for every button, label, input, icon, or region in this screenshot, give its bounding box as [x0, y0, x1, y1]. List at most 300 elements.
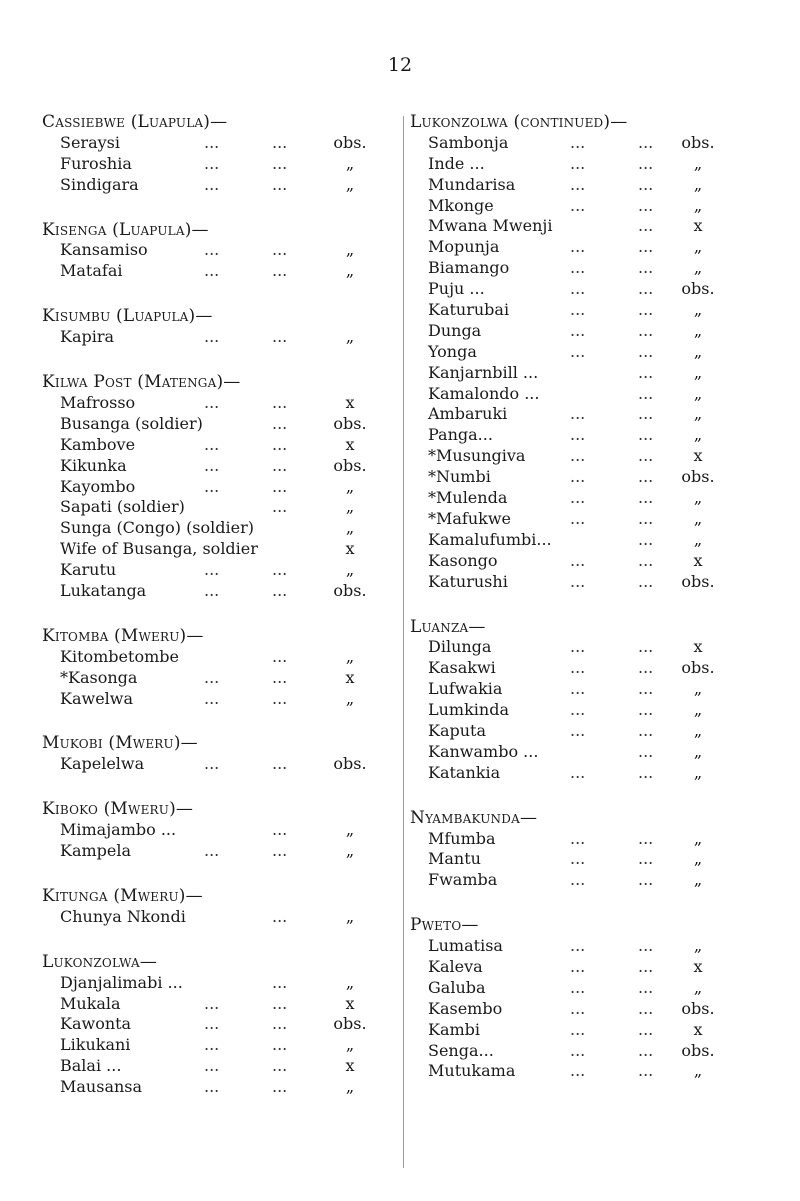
leader-dots: ... [570, 700, 586, 720]
register-row [410, 637, 762, 658]
leader-dots: ... [638, 977, 654, 997]
leader-dots: ... [204, 688, 220, 708]
leader-dots: ... [272, 497, 288, 517]
person-name: Balai ... [60, 1056, 122, 1076]
status-value: „ [345, 1077, 355, 1097]
person-name: Kasongo [428, 550, 498, 570]
status-value: x [345, 993, 355, 1013]
section-heading: Kilwa Post (Matenga)— [42, 372, 241, 393]
status-value: „ [693, 341, 703, 361]
leader-dots: ... [638, 936, 654, 956]
leader-dots: ... [272, 240, 288, 260]
register-row [410, 363, 762, 384]
register-row [42, 518, 398, 539]
leader-dots: ... [204, 240, 220, 260]
person-name: Lumkinda [428, 700, 509, 720]
register-row [410, 237, 762, 258]
person-name: Kamalondo ... [428, 383, 540, 403]
person-name: Karutu [60, 560, 117, 580]
register-row [410, 957, 762, 978]
person-name: Sindigara [60, 174, 139, 194]
leader-dots: ... [272, 1035, 288, 1055]
leader-dots: ... [638, 467, 654, 487]
person-name: Puju ... [428, 279, 485, 299]
leader-dots: ... [204, 841, 220, 861]
leader-dots: ... [638, 679, 654, 699]
register-row [410, 551, 762, 572]
person-name: Mausansa [60, 1077, 143, 1097]
leader-dots: ... [204, 434, 220, 454]
register-row [410, 384, 762, 405]
leader-dots: ... [570, 936, 586, 956]
leader-dots: ... [204, 455, 220, 475]
status-value: obs. [681, 998, 715, 1018]
status-value: „ [693, 174, 703, 194]
section-heading: Luanza— [410, 616, 486, 637]
register-row [410, 849, 762, 870]
register-row [42, 435, 398, 456]
person-name: Kawelwa [60, 688, 134, 708]
page-number: 12 [387, 54, 413, 76]
register-row [42, 1077, 398, 1098]
status-value: „ [693, 849, 703, 869]
person-name: Katurushi [428, 571, 508, 591]
leader-dots: ... [638, 700, 654, 720]
leader-dots: ... [638, 174, 654, 194]
status-value: „ [345, 327, 355, 347]
register-row [410, 196, 762, 217]
person-name: Chunya Nkondi [60, 906, 186, 926]
person-name: Sambonja [428, 132, 509, 152]
register-section [42, 220, 398, 283]
status-value: „ [693, 383, 703, 403]
register-row [410, 763, 762, 784]
register-row [410, 342, 762, 363]
person-name: Kansamiso [60, 240, 148, 260]
leader-dots: ... [638, 550, 654, 570]
status-value: „ [693, 762, 703, 782]
person-name: *Musungiva [428, 446, 526, 466]
leader-dots: ... [570, 998, 586, 1018]
register-row [410, 721, 762, 742]
status-value: „ [693, 237, 703, 257]
leader-dots: ... [204, 132, 220, 152]
leader-dots: ... [272, 261, 288, 281]
status-value: „ [693, 488, 703, 508]
leader-dots: ... [570, 637, 586, 657]
register-row [410, 530, 762, 551]
status-value: „ [345, 476, 355, 496]
leader-dots: ... [570, 870, 586, 890]
status-value: „ [345, 174, 355, 194]
person-name: Kikunka [60, 455, 127, 475]
person-name: Mimajambo ... [60, 820, 177, 840]
leader-dots: ... [638, 828, 654, 848]
leader-dots: ... [570, 237, 586, 257]
person-name: Mundarisa [428, 174, 516, 194]
person-name: Ambaruki [428, 404, 508, 424]
register-row [410, 175, 762, 196]
person-name: Mopunja [428, 237, 500, 257]
leader-dots: ... [272, 580, 288, 600]
register-row [410, 978, 762, 999]
leader-dots: ... [638, 153, 654, 173]
register-row [42, 754, 398, 775]
section-heading: Lukonzolwa— [42, 951, 158, 972]
register-row [42, 973, 398, 994]
person-name: Katurubai [428, 300, 510, 320]
person-name: Mukala [60, 993, 121, 1013]
person-name: Kanjarnbill ... [428, 362, 539, 382]
status-value: obs. [681, 571, 715, 591]
register-row [42, 820, 398, 841]
leader-dots: ... [570, 658, 586, 678]
leader-dots: ... [570, 153, 586, 173]
register-section [410, 915, 762, 1082]
status-value: „ [693, 720, 703, 740]
register-row [42, 668, 398, 689]
person-name: Kamalufumbi... [428, 529, 552, 549]
register-section [42, 733, 398, 775]
person-name: *Mafukwe [428, 508, 512, 528]
register-row [42, 456, 398, 477]
status-value: obs. [333, 1014, 367, 1034]
leader-dots: ... [638, 571, 654, 591]
leader-dots: ... [204, 580, 220, 600]
person-name: Katankia [428, 762, 501, 782]
leader-dots: ... [272, 972, 288, 992]
section-heading: Mukobi (Mweru)— [42, 733, 198, 754]
person-name: *Numbi [428, 467, 491, 487]
status-value: „ [345, 240, 355, 260]
leader-dots: ... [638, 637, 654, 657]
leader-dots: ... [638, 404, 654, 424]
register-section [42, 306, 398, 348]
person-name: Kawonta [60, 1014, 132, 1034]
leader-dots: ... [272, 688, 288, 708]
leader-dots: ... [204, 1077, 220, 1097]
status-value: „ [693, 362, 703, 382]
person-name: Fwamba [428, 870, 498, 890]
status-value: „ [345, 153, 355, 173]
leader-dots: ... [570, 174, 586, 194]
register-row [410, 446, 762, 467]
status-value: x [345, 392, 355, 412]
section-heading: Kiboko (Mweru)— [42, 799, 194, 820]
leader-dots: ... [570, 828, 586, 848]
leader-dots: ... [638, 300, 654, 320]
register-row [410, 216, 762, 237]
status-value: obs. [681, 658, 715, 678]
person-name: Furoshia [60, 153, 132, 173]
register-row [410, 488, 762, 509]
leader-dots: ... [638, 762, 654, 782]
status-value: x [345, 1056, 355, 1076]
leader-dots: ... [638, 849, 654, 869]
leader-dots: ... [638, 132, 654, 152]
section-heading: Cassiebwe (Luapula)— [42, 112, 228, 132]
person-name: Mkonge [428, 195, 494, 215]
person-name: Kaleva [428, 957, 483, 977]
register-row [42, 240, 398, 261]
status-value: „ [693, 425, 703, 445]
register-row [42, 393, 398, 414]
status-value: obs. [681, 279, 715, 299]
leader-dots: ... [638, 320, 654, 340]
leader-dots: ... [638, 658, 654, 678]
status-value: x [693, 1019, 703, 1039]
leader-dots: ... [570, 1040, 586, 1060]
leader-dots: ... [204, 327, 220, 347]
person-name: Mafrosso [60, 392, 136, 412]
person-name: Busanga (soldier) [60, 413, 203, 433]
person-name: Sapati (soldier) [60, 497, 185, 517]
leader-dots: ... [570, 679, 586, 699]
register-row [42, 560, 398, 581]
status-value: obs. [333, 455, 367, 475]
leader-dots: ... [570, 341, 586, 361]
status-value: „ [345, 841, 355, 861]
register-row [42, 497, 398, 518]
register-section [42, 372, 398, 602]
leader-dots: ... [638, 1061, 654, 1081]
column-divider [403, 116, 404, 1168]
leader-dots: ... [204, 153, 220, 173]
register-section [42, 886, 398, 928]
person-name: Mantu [428, 849, 481, 869]
leader-dots: ... [272, 327, 288, 347]
leader-dots: ... [638, 383, 654, 403]
status-value: obs. [333, 132, 367, 152]
status-value: obs. [681, 1040, 715, 1060]
leader-dots: ... [638, 998, 654, 1018]
person-name: Kampela [60, 841, 132, 861]
register-section [410, 617, 762, 784]
person-name: Kasembo [428, 998, 503, 1018]
status-value: „ [345, 646, 355, 666]
status-value: x [693, 550, 703, 570]
person-name: Matafai [60, 261, 123, 281]
register-row [410, 509, 762, 530]
status-value: x [693, 637, 703, 657]
leader-dots: ... [570, 720, 586, 740]
leader-dots: ... [204, 754, 220, 774]
register-row [410, 154, 762, 175]
status-value: „ [345, 688, 355, 708]
right-column [410, 112, 762, 1106]
leader-dots: ... [638, 957, 654, 977]
leader-dots: ... [204, 1056, 220, 1076]
register-section [410, 112, 762, 593]
status-value: obs. [333, 580, 367, 600]
status-value: „ [693, 828, 703, 848]
leader-dots: ... [204, 560, 220, 580]
leader-dots: ... [272, 993, 288, 1013]
status-value: „ [345, 906, 355, 926]
leader-dots: ... [272, 476, 288, 496]
leader-dots: ... [570, 425, 586, 445]
status-value: „ [345, 261, 355, 281]
leader-dots: ... [638, 529, 654, 549]
status-value: „ [345, 518, 355, 538]
leader-dots: ... [570, 977, 586, 997]
status-value: x [693, 957, 703, 977]
person-name: Kambi [428, 1019, 481, 1039]
status-value: obs. [333, 754, 367, 774]
leader-dots: ... [638, 237, 654, 257]
leader-dots: ... [570, 258, 586, 278]
register-row [410, 300, 762, 321]
person-name: Kambove [60, 434, 136, 454]
register-row [42, 581, 398, 602]
register-row [410, 404, 762, 425]
person-name: *Mulenda [428, 488, 508, 508]
register-row [410, 936, 762, 957]
register-row [410, 133, 762, 154]
person-name: Lufwakia [428, 679, 503, 699]
person-name: Kitombetombe [60, 646, 179, 666]
section-heading: Pweto— [410, 915, 479, 936]
register-section [42, 799, 398, 862]
leader-dots: ... [570, 404, 586, 424]
leader-dots: ... [570, 446, 586, 466]
leader-dots: ... [638, 446, 654, 466]
leader-dots: ... [570, 195, 586, 215]
leader-dots: ... [272, 132, 288, 152]
leader-dots: ... [570, 1019, 586, 1039]
status-value: obs. [333, 413, 367, 433]
leader-dots: ... [570, 320, 586, 340]
leader-dots: ... [570, 1061, 586, 1081]
leader-dots: ... [272, 413, 288, 433]
leader-dots: ... [570, 467, 586, 487]
status-value: „ [693, 320, 703, 340]
person-name: Wife of Busanga, soldier [60, 539, 258, 559]
register-row [410, 999, 762, 1020]
leader-dots: ... [272, 153, 288, 173]
register-row [42, 261, 398, 282]
section-heading: Kitunga (Mweru)— [42, 885, 203, 906]
leader-dots: ... [570, 762, 586, 782]
register-row [410, 279, 762, 300]
register-row [410, 572, 762, 593]
leader-dots: ... [570, 508, 586, 528]
leader-dots: ... [204, 667, 220, 687]
leader-dots: ... [570, 571, 586, 591]
leader-dots: ... [638, 341, 654, 361]
leader-dots: ... [272, 1014, 288, 1034]
leader-dots: ... [272, 841, 288, 861]
section-heading: Lukonzolwa (continued)— [410, 112, 628, 132]
leader-dots: ... [272, 667, 288, 687]
person-name: Kaputa [428, 720, 487, 740]
leader-dots: ... [204, 392, 220, 412]
leader-dots: ... [570, 132, 586, 152]
left-column [42, 112, 398, 1122]
leader-dots: ... [272, 434, 288, 454]
leader-dots: ... [272, 455, 288, 475]
leader-dots: ... [638, 741, 654, 761]
status-value: x [345, 667, 355, 687]
register-row [42, 539, 398, 560]
register-row [410, 870, 762, 891]
status-value: „ [693, 258, 703, 278]
register-row [42, 994, 398, 1015]
leader-dots: ... [204, 174, 220, 194]
leader-dots: ... [638, 258, 654, 278]
person-name: Mutukama [428, 1061, 516, 1081]
leader-dots: ... [638, 216, 654, 236]
person-name: Yonga [428, 341, 477, 361]
status-value: „ [693, 508, 703, 528]
leader-dots: ... [638, 488, 654, 508]
person-name: Kasakwi [428, 658, 496, 678]
leader-dots: ... [570, 849, 586, 869]
person-name: Panga... [428, 425, 493, 445]
register-section [42, 626, 398, 710]
leader-dots: ... [570, 300, 586, 320]
leader-dots: ... [570, 279, 586, 299]
person-name: Lukatanga [60, 580, 147, 600]
leader-dots: ... [638, 425, 654, 445]
register-row [42, 841, 398, 862]
status-value: „ [693, 1061, 703, 1081]
register-row [42, 175, 398, 196]
leader-dots: ... [272, 906, 288, 926]
register-row [410, 258, 762, 279]
leader-dots: ... [272, 820, 288, 840]
leader-dots: ... [570, 957, 586, 977]
person-name: Mwana Mwenji [428, 216, 553, 236]
register-row [410, 742, 762, 763]
register-row [42, 154, 398, 175]
person-name: Senga... [428, 1040, 494, 1060]
status-value: x [345, 539, 355, 559]
status-value: obs. [681, 467, 715, 487]
register-row [410, 467, 762, 488]
section-heading: Kisenga (Luapula)— [42, 219, 209, 240]
register-row [410, 1061, 762, 1082]
section-heading: Nyambakunda— [410, 807, 538, 828]
person-name: Lumatisa [428, 936, 503, 956]
status-value: „ [693, 977, 703, 997]
leader-dots: ... [272, 1056, 288, 1076]
person-name: Dilunga [428, 637, 492, 657]
status-value: „ [345, 820, 355, 840]
register-row [42, 477, 398, 498]
leader-dots: ... [272, 174, 288, 194]
register-section [42, 952, 398, 1098]
leader-dots: ... [638, 508, 654, 528]
status-value: „ [693, 936, 703, 956]
register-row [42, 689, 398, 710]
leader-dots: ... [272, 1077, 288, 1097]
person-name: Inde ... [428, 153, 485, 173]
register-row [42, 1014, 398, 1035]
person-name: Seraysi [60, 132, 120, 152]
status-value: „ [693, 300, 703, 320]
status-value: x [693, 216, 703, 236]
status-value: x [345, 434, 355, 454]
leader-dots: ... [638, 870, 654, 890]
register-row [42, 647, 398, 668]
register-row [42, 907, 398, 928]
person-name: *Kasonga [60, 667, 138, 687]
leader-dots: ... [638, 1040, 654, 1060]
leader-dots: ... [272, 754, 288, 774]
leader-dots: ... [204, 1014, 220, 1034]
status-value: „ [693, 700, 703, 720]
